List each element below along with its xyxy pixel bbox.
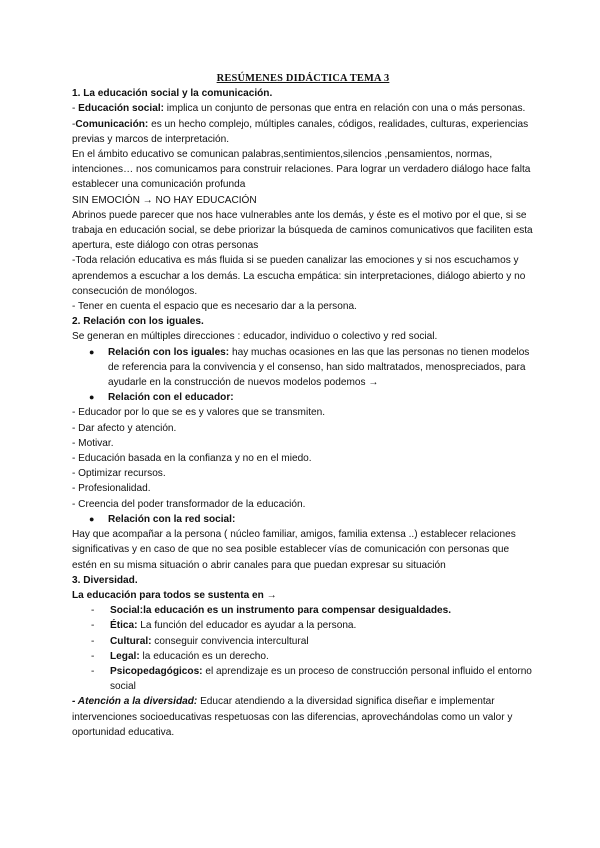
section-1-heading: 1. La educación social y la comunicación. xyxy=(72,88,273,100)
term-comunicacion: Comunicación: xyxy=(75,118,149,130)
s1-paragraph-2: -Comunicación: es un hecho complejo, múltiples canales, códigos, realidades, culturas, experiencias previas y marcos de interpretación. xyxy=(72,118,529,145)
s2-red-social-text: Hay que acompañar a la persona ( núcleo familiar, amigos, familia extensa ..) establecer relaciones significativas y en caso de que no sea posible establecer vías de comunicación con personas que estén en su misma situación o abrir canales para que puedan expresar su situación xyxy=(72,529,516,571)
s1-paragraph-3: En el ámbito educativo se comunican palabras,sentimientos,silencios ,pensamientos, normas, intenciones… nos comunicamos para construir relaciones. Para lograr un verdadero diálogo hace falta establecer una comunicación profunda xyxy=(72,149,531,191)
list-item: ● Relación con los iguales: hay muchas ocasiones en las que las personas no tienen modelos de referencia para la convivencia y el consenso, han sido maltratados, menospreciados, para ayudarle en la construcción de nuevos modelos podemos → xyxy=(72,345,534,391)
document-title: RESÚMENES DIDÁCTICA TEMA 3 xyxy=(216,73,390,84)
s2-bullet-list-2 xyxy=(72,512,534,527)
list-item: - Creencia del poder transformador de la educación. xyxy=(72,498,306,510)
list-item: ● Relación con la red social: xyxy=(72,512,534,527)
s3-subheading: La educación para todos se sustenta en → xyxy=(72,589,277,601)
s1-paragraph-5: Abrinos puede parecer que nos hace vulnerables ante los demás, y éste es el motivo por el que, si se trabaja en educación social, se debe priorizar la búsqueda de caminos comunicativos que faciliten esta apertura, este diálogo con otras personas xyxy=(72,209,533,252)
list-item: - Dar afecto y atención. xyxy=(72,422,177,434)
list-item: - Educador por lo que se es y valores que se transmiten. xyxy=(72,407,326,419)
s1-paragraph-7: - Tener en cuenta el espacio que es necesario dar a la persona. xyxy=(72,301,357,313)
list-item: - Psicopedagógicos: el aprendizaje es un proceso de construcción personal influido el entorno social xyxy=(72,664,534,694)
s1-paragraph-6: -Toda relación educativa es más fluida si se pueden canalizar las emociones y si nos escuchamos y aprendemos a escuchar a los demás. La escucha empática: sin interpretaciones, diálogo abierto y no consecución de monólogos. xyxy=(72,255,526,297)
section-2-heading: 2. Relación con los iguales. xyxy=(72,316,204,328)
s2-intro: Se generan en múltiples direcciones : educador, individuo o colectivo y red social. xyxy=(72,331,438,343)
term-educacion-social: Educación social: xyxy=(78,103,164,115)
s1-paragraph-1: - Educación social: implica un conjunto de personas que entra en relación con una o más personas. xyxy=(72,103,526,115)
s1-emotion-line: SIN EMOCIÓN → NO HAY EDUCACIÓN xyxy=(72,194,257,206)
list-item: - Optimizar recursos. xyxy=(72,468,166,480)
s3-dash-list xyxy=(72,603,534,694)
list-item: - Ética: La función del educador es ayudar a la persona. xyxy=(72,618,534,633)
list-item: - Cultural: conseguir convivencia intercultural xyxy=(72,634,534,649)
document-page xyxy=(72,71,534,740)
s2-bullet-list-1 xyxy=(72,345,534,406)
s3-atencion-diversidad: - Atención a la diversidad: Educar atendiendo a la diversidad significa diseñar e implementar intervenciones socioeducativas respetuosas con las diferencias, aprovechándolas como un valor y oportunidad educativa. xyxy=(72,696,513,738)
list-item: - Educación basada en la confianza y no en el miedo. xyxy=(72,453,312,465)
list-item: - Motivar. xyxy=(72,437,114,449)
list-item: - Profesionalidad. xyxy=(72,483,151,495)
list-item: - Legal: la educación es un derecho. xyxy=(72,649,534,664)
list-item: ● Relación con el educador: xyxy=(72,390,534,405)
section-3-heading: 3. Diversidad. xyxy=(72,574,138,586)
list-item: - Social:la educación es un instrumento para compensar desigualdades. xyxy=(72,603,534,618)
